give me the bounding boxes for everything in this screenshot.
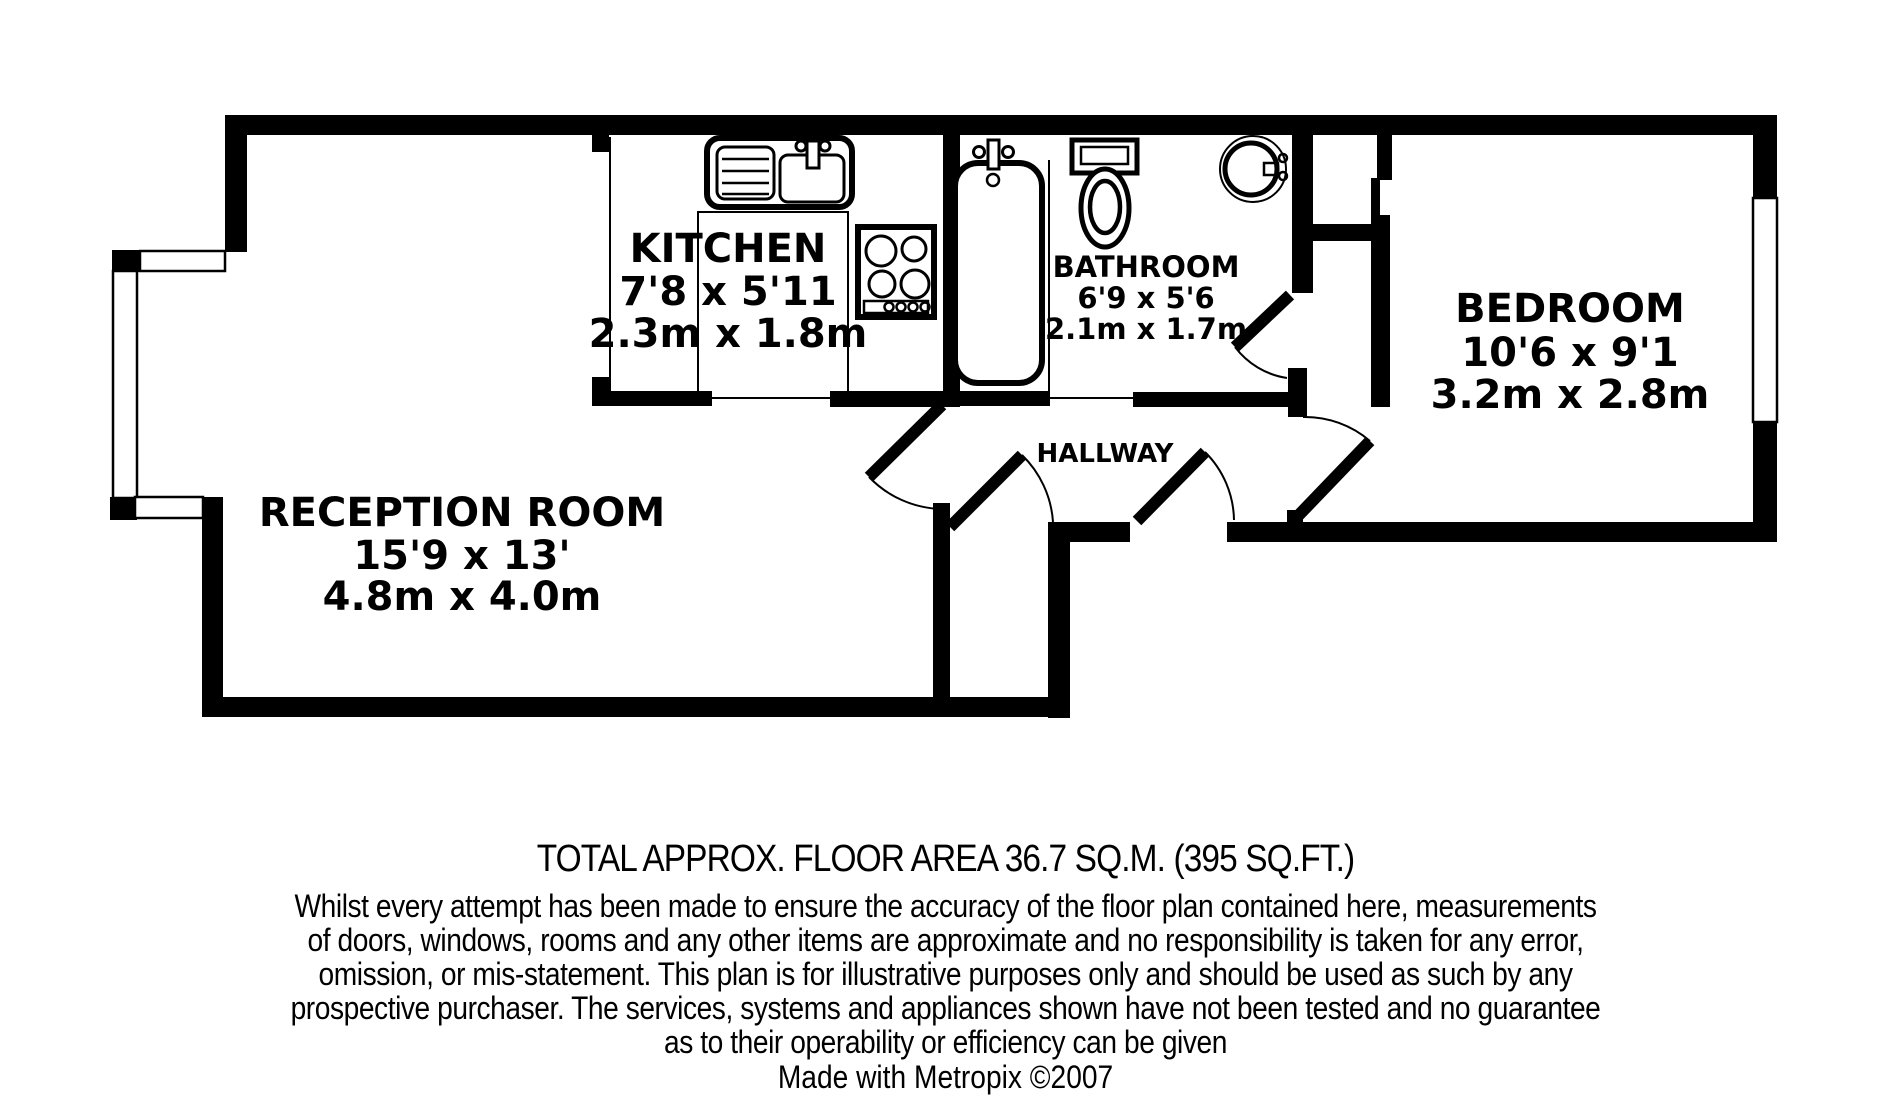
wall-segment [592,391,712,406]
bedroom-door-arc [1303,417,1370,441]
disclaimer-line: Whilst every attempt has been made to ensure the accuracy of the floor plan contained here, measurements [294,888,1597,924]
closet-door-leaf [950,455,1022,527]
wall-segment [202,497,223,717]
bedroom-window [1753,198,1777,422]
disclaimer-line: omission, or mis-statement. This plan is for illustrative purposes only and should be used as such by any [318,956,1573,992]
wall-segment [933,503,950,717]
wall-segment [1227,522,1777,542]
basin-icon [1220,136,1287,202]
wall-segment [1048,522,1130,542]
disclaimer-line: prospective purchaser. The services, systems and appliances shown have not been tested and no guarantee [290,990,1601,1026]
reception-door-leaf [869,405,942,477]
kitchen-dims-metric: 2.3m x 1.8m [588,311,868,357]
wall-segment [1753,421,1777,542]
disclaimer-line: of doors, windows, rooms and any other items are approximate and no responsibility is taken for any error, [307,922,1584,958]
bathroom-door-arc [1235,347,1287,378]
wall-segment [225,115,247,252]
front-door-arc [1205,452,1234,520]
hob-icon [858,227,934,317]
toilet-icon [1072,140,1137,247]
bay-window-left [113,271,137,498]
bay-window-top [140,251,225,271]
bathroom-label: BATHROOM [1052,250,1240,284]
wall-segment [1377,135,1392,180]
metropix-credit: Made with Metropix ©2007 [777,1059,1114,1095]
wall-segment [592,135,609,152]
wall-segment [1048,522,1070,718]
bedroom-dims-metric: 3.2m x 2.8m [1430,372,1710,418]
caption-block [113,838,1777,1095]
bathtub-icon [955,140,1042,383]
bathroom-dims-imperial: 6'9 x 5'6 [1077,281,1215,315]
reception-dims-imperial: 15'9 x 13' [353,533,571,579]
kitchen-dims-imperial: 7'8 x 5'11 [619,269,837,315]
bay-window-bottom [135,497,203,518]
kitchen-label: KITCHEN [629,226,827,272]
bedroom-dims-imperial: 10'6 x 9'1 [1461,330,1679,376]
kitchen-sink-icon [707,138,852,207]
wall-segment [1292,135,1313,293]
total-area-title: TOTAL APPROX. FLOOR AREA 36.7 SQ.M. (395 SQ.FT.) [536,838,1355,880]
wall-segment [1288,368,1307,417]
bedroom-label: BEDROOM [1455,286,1685,332]
bathroom-dims-metric: 2.1m x 1.7m [1044,312,1248,346]
wall-segment [830,391,943,407]
wall-segment [1133,392,1307,407]
wall-segment [110,497,137,520]
wall-segment [225,115,1777,135]
reception-label: RECEPTION ROOM [258,490,666,536]
bedroom-door-leaf [1297,441,1370,517]
wall-segment [112,250,142,272]
disclaimer-line: as to their operability or efficiency can be given [664,1024,1227,1060]
reception-door-arc [869,477,942,509]
wall-segment [1371,215,1390,407]
reception-dims-metric: 4.8m x 4.0m [322,574,602,620]
wall-segment [958,391,1050,406]
wall-segment [1753,135,1777,199]
hallway-label: HALLWAY [1036,439,1174,469]
